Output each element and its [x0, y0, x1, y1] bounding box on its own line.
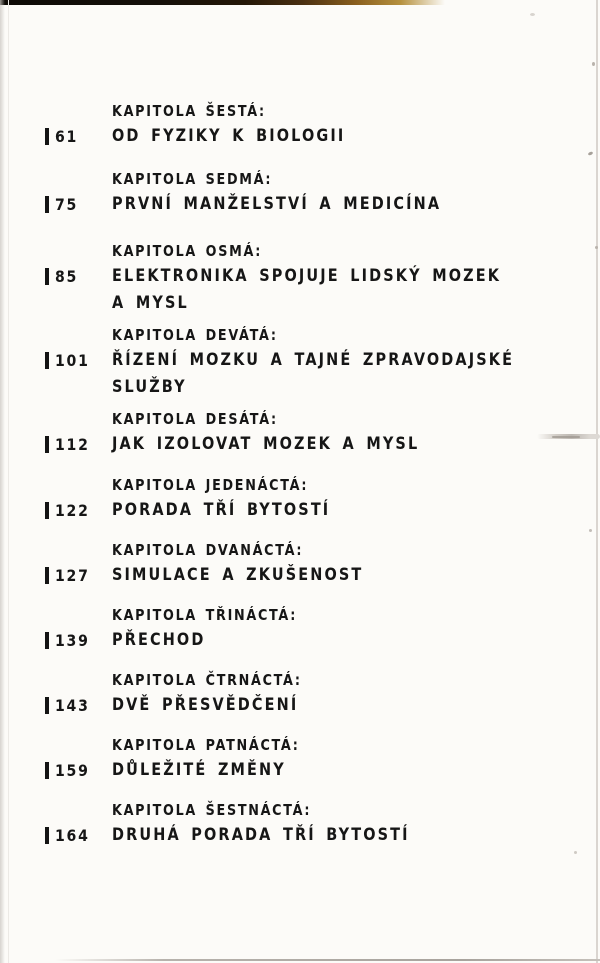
page-marker-bar — [45, 762, 49, 779]
chapter-label-text: KAPITOLA PATNÁCTÁ: — [112, 736, 300, 754]
chapter-label-text: KAPITOLA ČTRNÁCTÁ: — [112, 671, 302, 689]
page-number-text: 61 — [55, 127, 79, 146]
page-marker-bar — [45, 632, 49, 649]
chapter-label-text: KAPITOLA DESÁTÁ: — [112, 410, 278, 428]
page-number — [45, 267, 112, 285]
chapter-label — [112, 803, 585, 818]
scan-top-edge — [0, 0, 445, 5]
chapter-label — [112, 543, 585, 558]
chapter-label-text: KAPITOLA SEDMÁ: — [112, 170, 273, 188]
page-marker-bar — [45, 502, 49, 519]
chapter-title-line: ELEKTRONIKA SPOJUJE LIDSKÝ MOZEK — [112, 266, 502, 286]
chapter-title-line: DŮLEŽITÉ ZMĚNY — [112, 760, 286, 780]
chapter-title — [112, 195, 585, 249]
chapter-title — [112, 351, 585, 405]
page-marker-bar — [45, 196, 49, 213]
page-marker-bar — [45, 697, 49, 714]
page-marker-bar — [45, 268, 49, 285]
chapter-title-line: PORADA TŘÍ BYTOSTÍ — [112, 500, 331, 520]
scan-left-edge — [0, 0, 5, 963]
page-number-text: 127 — [55, 566, 90, 585]
chapter-title-line: PRVNÍ MANŽELSTVÍ A MEDICÍNA — [112, 194, 442, 214]
chapter-title-line: ŘÍZENÍ MOZKU A TAJNÉ ZPRAVODAJSKÉ — [112, 350, 515, 370]
chapter-label — [112, 673, 585, 688]
chapter-label — [112, 104, 585, 119]
chapter-label — [112, 172, 585, 187]
chapter-label — [112, 738, 585, 753]
chapter-title — [112, 826, 585, 880]
page-number-text: 112 — [55, 435, 90, 454]
chapter-title — [112, 267, 585, 321]
page-number-text: 122 — [55, 501, 90, 520]
chapter-title-line: JAK IZOLOVAT MOZEK A MYSL — [112, 434, 420, 454]
scan-speck — [595, 246, 598, 249]
page-number — [45, 127, 112, 145]
scan-speck — [592, 62, 595, 66]
page-number — [45, 631, 112, 649]
page-number — [45, 501, 112, 519]
page-number — [45, 826, 112, 844]
page-number-text: 75 — [55, 195, 79, 214]
page-number — [45, 435, 112, 453]
page-number-text: 139 — [55, 631, 90, 650]
chapter-title-line: OD FYZIKY K BIOLOGII — [112, 126, 346, 146]
chapter-label-text: KAPITOLA DEVÁTÁ: — [112, 326, 278, 344]
chapter-label — [112, 244, 585, 259]
page-marker-bar — [45, 827, 49, 844]
page-number-text: 143 — [55, 696, 90, 715]
chapter-title-line: SLUŽBY — [112, 377, 187, 397]
chapter-label-text: KAPITOLA ŠESTÁ: — [112, 102, 266, 120]
page-number — [45, 566, 112, 584]
chapter-title-line: A MYSL — [112, 293, 189, 313]
page-number — [45, 351, 112, 369]
chapter-label-text: KAPITOLA JEDENÁCTÁ: — [112, 476, 309, 494]
page-marker-bar — [45, 436, 49, 453]
scan-left-inner-line — [8, 0, 9, 963]
chapter-label — [112, 328, 585, 343]
page-number — [45, 761, 112, 779]
chapter-label — [112, 608, 585, 623]
chapter-title-line: DRUHÁ PORADA TŘÍ BYTOSTÍ — [112, 825, 410, 845]
toc-entry — [45, 803, 585, 880]
chapter-label — [112, 478, 585, 493]
page-number-text: 164 — [55, 826, 90, 845]
chapter-title-line: SIMULACE A ZKUŠENOST — [112, 565, 364, 585]
toc-entry — [45, 172, 585, 249]
chapter-title-line: DVĚ PŘESVĚDČENÍ — [112, 695, 299, 715]
chapter-label — [112, 412, 585, 427]
page-marker-bar — [45, 128, 49, 145]
toc-entry — [45, 328, 585, 405]
page-number — [45, 195, 112, 213]
chapter-label-text: KAPITOLA ŠESTNÁCTÁ: — [112, 801, 312, 819]
toc-entry — [45, 244, 585, 321]
chapter-title-line: PŘECHOD — [112, 630, 206, 650]
scan-bottom-edge — [55, 959, 600, 961]
scan-right-edge — [596, 0, 598, 963]
page-number-text: 159 — [55, 761, 90, 780]
scan-speck — [589, 529, 592, 532]
chapter-label-text: KAPITOLA OSMÁ: — [112, 242, 263, 260]
page-number — [45, 696, 112, 714]
page-marker-bar — [45, 567, 49, 584]
chapter-label-text: KAPITOLA DVANÁCTÁ: — [112, 541, 304, 559]
page-number-text: 101 — [55, 351, 90, 370]
scan-speck — [588, 151, 594, 156]
chapter-label-text: KAPITOLA TŘINÁCTÁ: — [112, 606, 298, 624]
scan-speck — [530, 13, 535, 16]
page-number-text: 85 — [55, 267, 79, 286]
page-marker-bar — [45, 352, 49, 369]
